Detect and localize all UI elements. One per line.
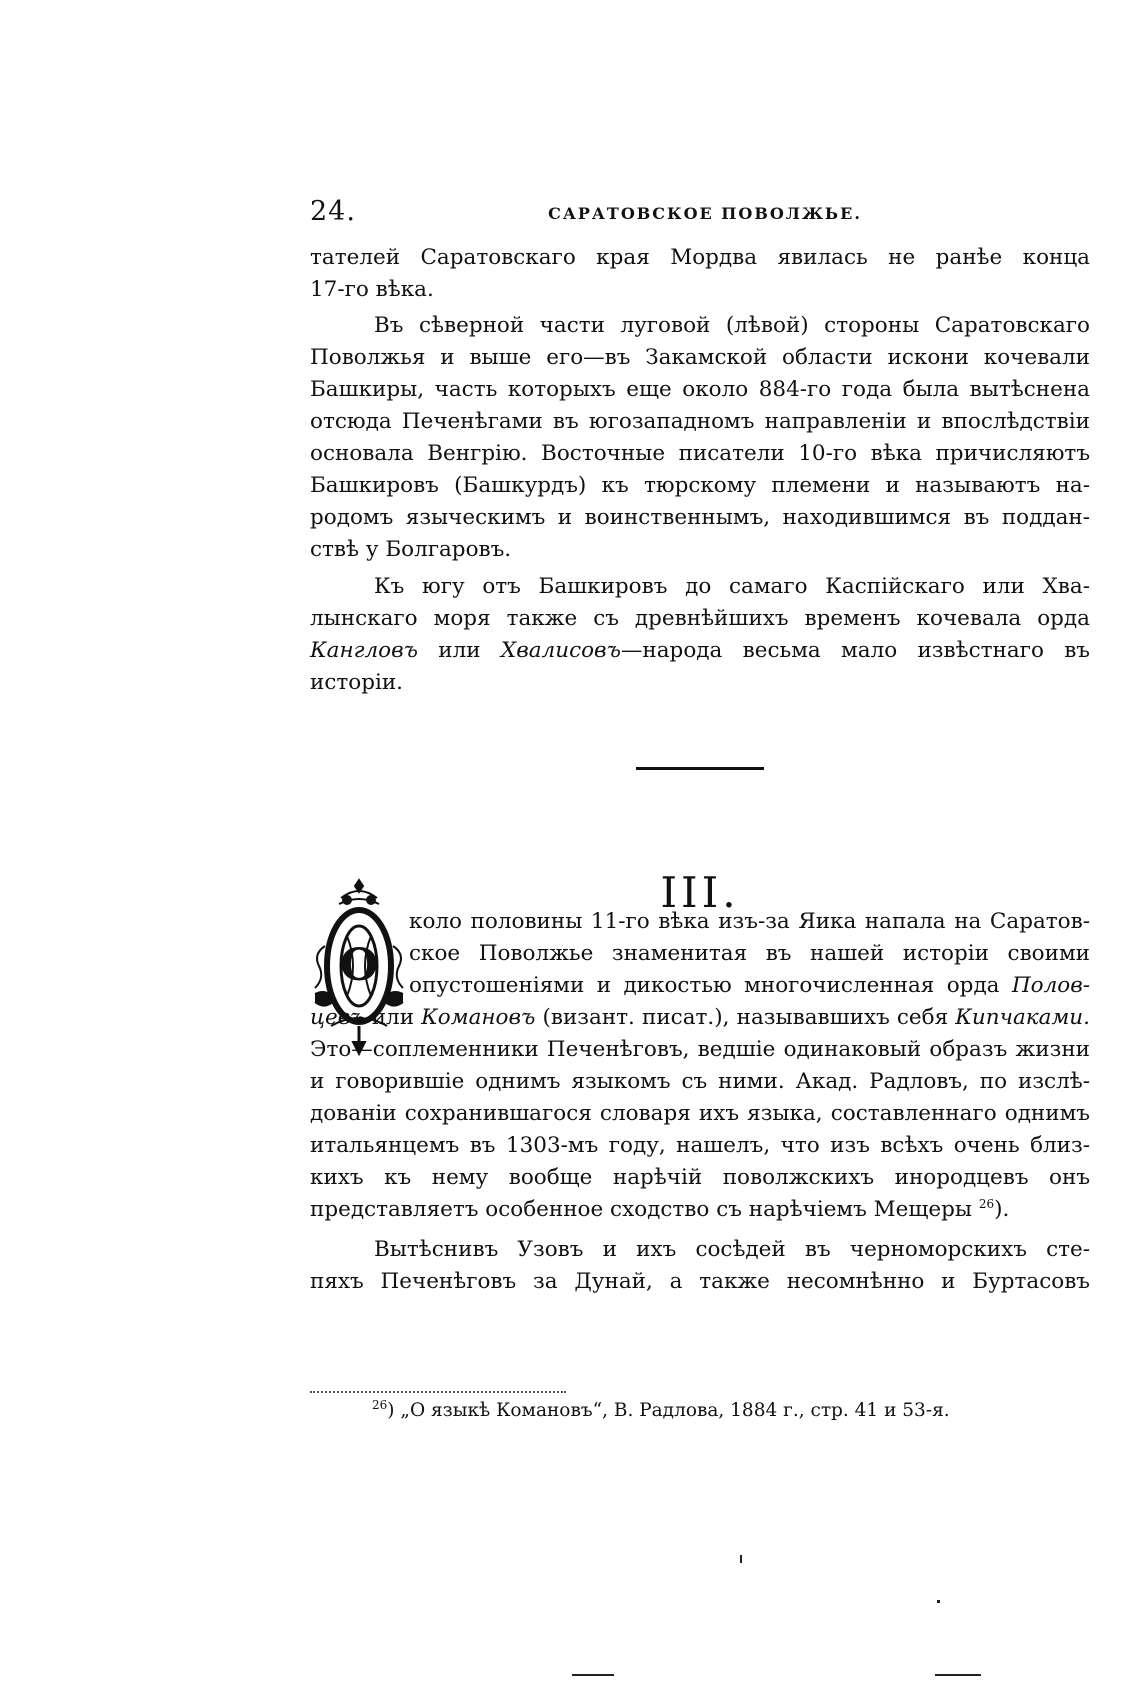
text-line-mixed — [310, 1194, 1090, 1226]
text-line: Вытѣснивъ Узовъ и ихъ сосѣдей въ черноморскихъ сте- — [374, 1237, 1090, 1262]
text-line: пяхъ Печенѣговъ за Дунай, а также несомнѣнно и Буртасовъ — [310, 1269, 1090, 1294]
italic-term: цевъ — [310, 1005, 365, 1030]
italic-term: Полов- — [1011, 973, 1090, 998]
text-line: кихъ къ нему вообще нарѣчій поволжскихъ инородцевъ онъ — [310, 1165, 1090, 1190]
text-line: Поволжья и выше его—въ Закамской области искони кочевали — [310, 345, 1090, 370]
text-line-mixed — [310, 635, 1090, 667]
running-head — [310, 196, 1100, 236]
text-line: 17-го вѣка. — [310, 277, 434, 302]
text-line: Башкиры, часть которыхъ еще около 884-го года была вытѣснена — [310, 377, 1090, 402]
text-line: родомъ языческимъ и воинственнымъ, находившимся въ поддан- — [310, 505, 1090, 530]
text-line: Въ сѣверной части луговой (лѣвой) стороны Саратовскаго — [374, 313, 1090, 338]
footnote-text: ) „О языкѣ Комановъ“, В. Радлова, 1884 г., стр. 41 и 53-я. — [387, 1400, 950, 1421]
text-line: основала Венгрію. Восточные писатели 10-го вѣка причисляютъ — [310, 441, 1090, 466]
text-line: Къ югу отъ Башкировъ до самаго Каспійскаго или Хва- — [374, 574, 1090, 599]
footnote-ref[interactable]: 26 — [978, 1196, 995, 1211]
paragraph — [310, 906, 1090, 1226]
text-run: или — [417, 638, 501, 663]
paragraph — [310, 571, 1090, 699]
text-run: представляетъ особенное сходство съ нарѣчіемъ Мещеры — [310, 1197, 979, 1222]
section-top-text — [310, 242, 1090, 699]
text-line: и говорившіе однимъ языкомъ съ ними. Акад. Радловъ, по изслѣ- — [310, 1069, 1090, 1094]
text-line: коло половины 11-го вѣка изъ-за Яика напала на Саратов- — [409, 909, 1090, 934]
print-speck — [740, 1555, 742, 1563]
print-speck — [935, 1674, 981, 1676]
italic-term: Кипчаками. — [955, 1005, 1090, 1030]
text-line: тателей Саратовскаго края Мордва явилась не ранѣе конца — [310, 245, 1090, 270]
paragraph — [310, 1234, 1090, 1298]
italic-term: Комановъ — [421, 1005, 536, 1030]
text-run: ). — [994, 1197, 1010, 1222]
chapter-number: III. — [660, 868, 740, 917]
text-line: лынскаго моря также съ древнѣйшихъ временъ кочевала орда — [310, 606, 1090, 631]
text-line: Башкировъ (Башкурдъ) къ тюрскому племени и называютъ на- — [310, 473, 1090, 498]
text-run: —народа весьма мало извѣстнаго въ — [620, 638, 1090, 663]
text-line: ствѣ у Болгаровъ. — [310, 537, 512, 562]
text-line: итальянцемъ въ 1303-мъ году, нашелъ, что изъ всѣхъ очень близ- — [310, 1133, 1090, 1158]
italic-term: Хвалисовъ — [500, 638, 621, 663]
text-run: (визант. писат.), называвшихъ себя — [535, 1005, 956, 1030]
text-line: исторіи. — [310, 670, 404, 695]
print-speck — [572, 1674, 614, 1676]
section-divider — [636, 767, 764, 770]
section-chapter-text — [310, 906, 1090, 1298]
page-number: 24. — [310, 196, 356, 227]
text-line: ское Поволжье знаменитая въ нашей исторіи своими — [409, 941, 1090, 966]
footnote-separator — [310, 1391, 566, 1393]
initial-letter: О — [339, 940, 379, 991]
paragraph — [310, 310, 1090, 566]
text-line: дованіи сохранившагося словаря ихъ языка, составленнаго однимъ — [310, 1101, 1090, 1126]
text-line: Это—соплеменники Печенѣговъ, ведшіе одинаковый образъ жизни — [310, 1037, 1090, 1062]
text-line: отсюда Печенѣгами въ югозападномъ направленіи и впослѣдствіи — [310, 409, 1090, 434]
text-line-mixed — [310, 970, 1090, 1002]
footnote — [372, 1397, 950, 1421]
text-run: опустошеніями и дикостью многочисленная орда — [409, 973, 1012, 998]
footnote-number: 26 — [372, 1397, 388, 1412]
text-run: или — [364, 1005, 422, 1030]
running-title: САРАТОВСКОЕ ПОВОЛЖЬЕ. — [548, 204, 862, 223]
print-speck — [937, 1600, 940, 1603]
text-line-mixed — [310, 1002, 1090, 1034]
italic-term: Кангловъ — [310, 638, 418, 663]
paragraph — [310, 242, 1090, 306]
